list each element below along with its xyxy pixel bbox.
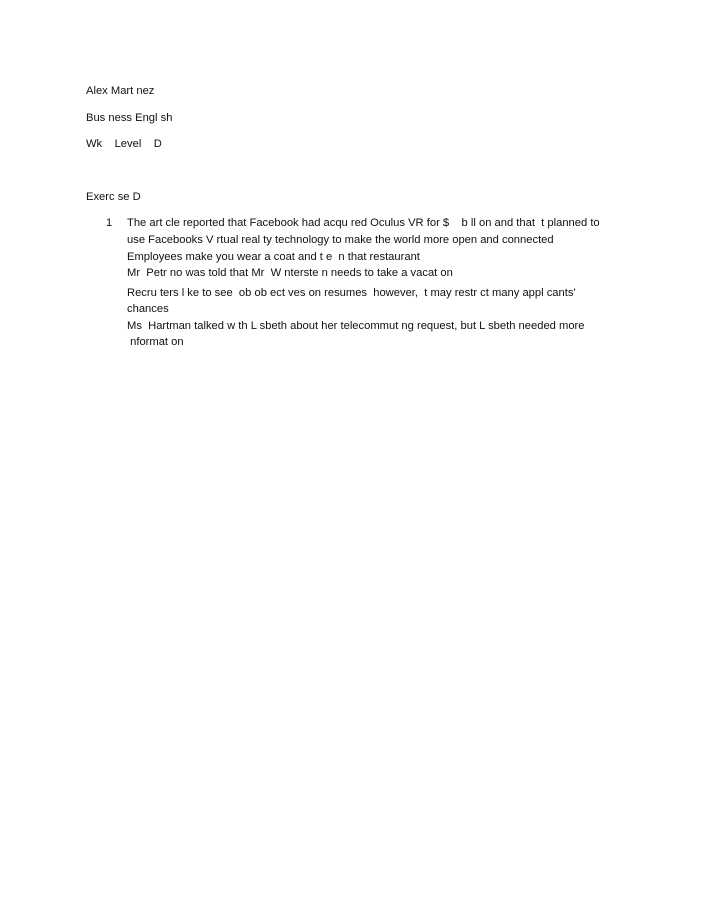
list-item-line: Mr Petr no was told that Mr W nterste n needs to take a vacat on — [127, 267, 453, 279]
list-item-line: Ms Hartman talked w th L sbeth about her telecommut ng request, but L sbeth needed more — [127, 320, 585, 332]
list-item-line: Recru ters l ke to see ob ob ect ves on resumes however, t may restr ct many appl cants' — [127, 287, 576, 299]
list-item-line: The art cle reported that Facebook had acqu red Oculus VR for $ b ll on and that t planned to — [127, 217, 600, 229]
list-item-line: nformat on — [127, 336, 184, 348]
list-item-line: use Facebooks V rtual real ty technology to make the world more open and connected — [127, 234, 554, 246]
list-item-line: Employees make you wear a coat and t e n that restaurant — [127, 251, 420, 263]
author-name: Alex Mart nez — [86, 85, 155, 97]
list-item-number: 1 — [106, 217, 113, 229]
course-name: Bus ness Engl sh — [86, 112, 173, 124]
list-item-line: chances — [127, 303, 169, 315]
week-level-label: Wk Level D — [86, 138, 162, 150]
exercise-title: Exerc se D — [86, 191, 141, 203]
